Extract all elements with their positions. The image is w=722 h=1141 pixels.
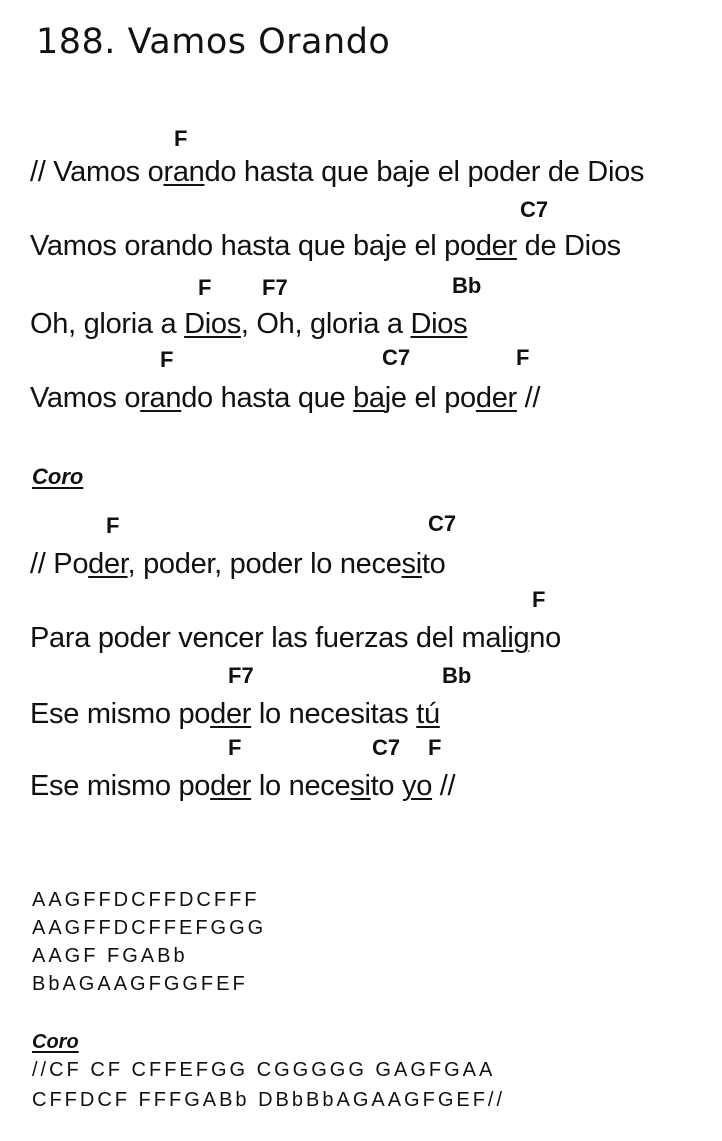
chord: C7 — [520, 197, 549, 222]
note-sequence: AAGFFDCFFEFGGG — [32, 917, 267, 939]
chord: F — [516, 345, 530, 370]
chord: F — [174, 126, 188, 151]
lyric-line: Vamos orando hasta que baje el poder de Dios — [30, 230, 621, 262]
note-sequence: //CF CF CFFEFGG CGGGGG GAGFGAA — [32, 1059, 496, 1081]
coro-heading: Coro — [32, 464, 84, 489]
chord: F7 — [228, 663, 254, 688]
lyric-line: // Poder, poder, poder lo necesito — [30, 548, 446, 580]
chord: F — [198, 275, 212, 300]
lyric-line: // Vamos orando hasta que baje el poder de Dios — [30, 156, 645, 188]
chord: Bb — [442, 663, 472, 688]
chord: C7 — [428, 511, 457, 536]
chord: F — [428, 735, 442, 760]
chord: Bb — [452, 273, 482, 298]
note-sequence: CFFDCF FFFGABb DBbBbAGAAGFGEF// — [32, 1089, 506, 1111]
song-name: Vamos Orando — [127, 22, 391, 62]
lyric-line: Ese mismo poder lo necesitas tú — [30, 698, 440, 730]
note-sequence: BbAGAAGFGGFEF — [32, 973, 248, 995]
note-sequence: AAGFFDCFFDCFFF — [32, 889, 260, 911]
song-title — [36, 22, 390, 62]
coro-notes-heading: Coro — [32, 1031, 79, 1053]
note-sequence: AAGF FGABb — [32, 945, 188, 967]
chord: F — [228, 735, 242, 760]
lyric-line: Para poder vencer las fuerzas del maligno — [30, 622, 561, 654]
lyric-line: Oh, gloria a Dios, Oh, gloria a Dios — [30, 308, 468, 340]
chord: C7 — [372, 735, 401, 760]
chord: C7 — [382, 345, 411, 370]
chord: F — [160, 347, 174, 372]
chord: F — [106, 513, 120, 538]
chord: F7 — [262, 275, 288, 300]
chord: F — [532, 587, 546, 612]
lyric-line: Ese mismo poder lo necesito yo // — [30, 770, 456, 802]
lyric-line: Vamos orando hasta que baje el poder // — [30, 382, 541, 414]
song-number: 188. — [36, 22, 116, 62]
